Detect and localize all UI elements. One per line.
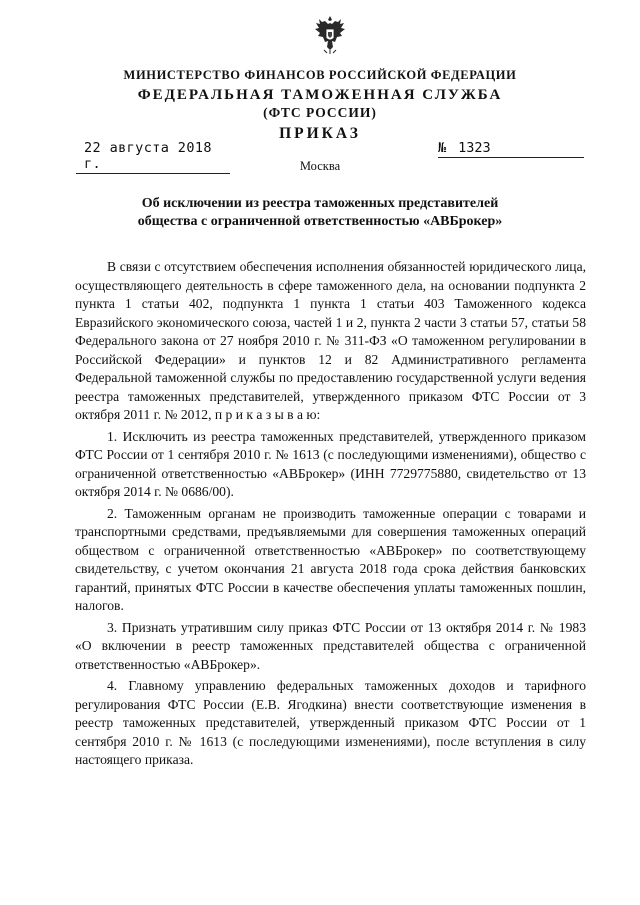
title-line-1: Об исключении из реестра таможенных представителей bbox=[141, 196, 499, 211]
document-title bbox=[0, 195, 640, 231]
document-date: 22 августа 2018 г. bbox=[76, 140, 230, 174]
order-item-4: 4. Главному управлению федеральных таможенных доходов и тарифного регулирования ФТС России (Е.В. Ягодкина) внести соответствующие изменения в реестр таможенных представителей, утвержденный приказом ФТС России от 1 сентября 2010 г. № 1613 (с последующими изменениями), после вступления в силу настоящего приказа. bbox=[75, 678, 586, 767]
order-item-3: 3. Признать утратившим силу приказ ФТС России от 13 октября 2014 г. № 1983 «О включении в реестр таможенных представителей общества с ограниченной ответственностью «АВБрокер». bbox=[75, 619, 586, 672]
document-body bbox=[75, 258, 586, 770]
document-type: ПРИКАЗ bbox=[279, 125, 361, 142]
order-item-1: 1. Исключить из реестра таможенных представителей, утвержденного приказом ФТС России от 1 сентября 2010 г. № 1613 (с последующими изменениями), общество с ограниченной ответственностью «АВБрокер» (ИНН 7729775880, свидетельство от 13 октября 2014 г. № 0686/00). bbox=[75, 428, 586, 499]
agency-name: ФЕДЕРАЛЬНАЯ ТАМОЖЕННАЯ СЛУЖБА bbox=[137, 87, 503, 103]
coat-of-arms-icon bbox=[311, 12, 349, 56]
title-line-2: общества с ограниченной ответственностью «АВБрокер» bbox=[137, 214, 503, 229]
document-number: 1323 bbox=[458, 140, 491, 156]
preamble-paragraph: В связи с отсутствием обеспечения исполнения обязанностей юридического лица, осуществляющего деятельность в сфере таможенного дела, на основании подпункта 2 пункта 1 статьи 402, подпункта 1 пункта 1 статьи 403 Таможенного кодекса Евразийского экономического союза, частей 1 и 2, пункта 2 части 3 статьи 57, статьи 58 Федерального закона от 27 ноября 2010 г. № 311-ФЗ «О таможенном регулировании в Российской Федерации» и пунктов 12 и 82 Административного регламента Федеральной таможенной службы по предоставлению государственной услуги ведения реестра таможенных представителей, утвержденного приказом ФТС России от 3 октября 2011 г. № 2012, п р и к а з ы в а ю: bbox=[75, 259, 586, 422]
order-item-2: 2. Таможенным органам не производить таможенные операции с товарами и транспортными средствами, предъявляемыми для совершения таможенных операций обществом с ограниченной ответственностью «АВБрокер» по соответствующему свидетельству, с учетом окончания 21 августа 2018 года срока действия банковских гарантий, принятых ФТС России в качестве обеспечения уплаты таможенных пошлин, налогов. bbox=[75, 505, 586, 613]
issue-city: Москва bbox=[299, 159, 341, 173]
document-number-field bbox=[438, 140, 584, 158]
ministry-name: МИНИСТЕРСТВО ФИНАНСОВ РОССИЙСКОЙ ФЕДЕРАЦИИ bbox=[123, 68, 517, 82]
number-sign: № bbox=[438, 140, 447, 156]
agency-short-name: (ФТС РОССИИ) bbox=[263, 105, 377, 120]
